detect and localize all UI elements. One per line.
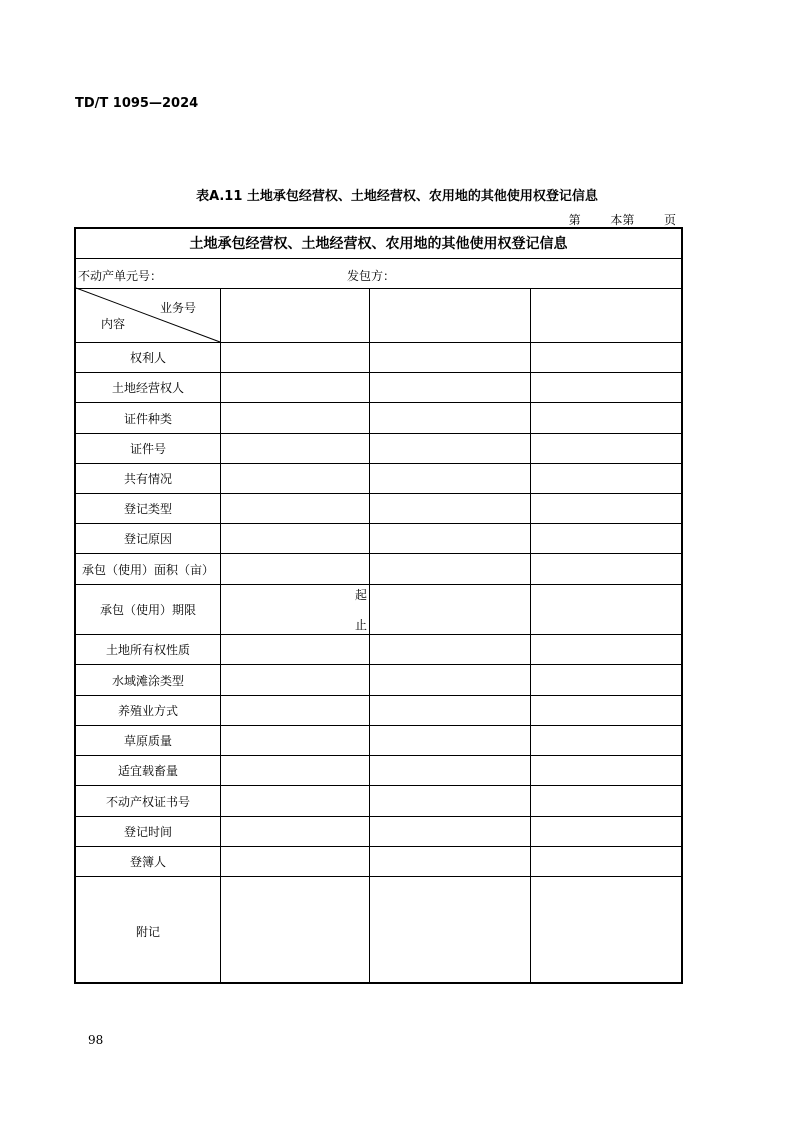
table-rule bbox=[76, 634, 681, 635]
table-rule bbox=[76, 664, 681, 665]
row-label-registration-time: 登记时间 bbox=[123, 825, 172, 839]
standard-code: TD/T 1095—2024 bbox=[75, 96, 199, 111]
page-indicator bbox=[569, 211, 676, 228]
unit-number-label: 不动产单元号： bbox=[78, 269, 163, 283]
diagonal-header-line bbox=[76, 229, 221, 343]
table-rule bbox=[76, 372, 681, 373]
period-start-marker: 起 bbox=[355, 588, 368, 602]
column-rule bbox=[530, 288, 531, 984]
row-label-water-area-type: 水域滩涂类型 bbox=[111, 674, 184, 688]
corner-content: 内容 bbox=[101, 317, 126, 331]
page-number: 98 bbox=[88, 1033, 104, 1047]
table-rule bbox=[76, 785, 681, 786]
row-label-rights-holder: 权利人 bbox=[129, 351, 166, 365]
period-end-marker: 止 bbox=[355, 618, 368, 632]
row-label-land-ownership-nature: 土地所有权性质 bbox=[105, 643, 190, 657]
row-label-carrying-capacity: 适宜载畜量 bbox=[117, 764, 178, 778]
corner-business-number: 业务号 bbox=[160, 301, 197, 315]
row-label-contract-area: 承包（使用）面积（亩） bbox=[81, 563, 214, 577]
table-rule bbox=[76, 523, 681, 524]
column-rule bbox=[220, 288, 221, 984]
table-caption: 表A.11 土地承包经营权、土地经营权、农用地的其他使用权登记信息 bbox=[196, 189, 598, 204]
table-rule bbox=[76, 846, 681, 847]
row-label-registrar: 登簿人 bbox=[129, 855, 166, 869]
row-label-certificate-number: 不动产权证书号 bbox=[105, 795, 190, 809]
column-rule bbox=[369, 288, 370, 984]
row-label-remarks: 附记 bbox=[135, 925, 160, 939]
row-label-co-ownership: 共有情况 bbox=[123, 472, 172, 486]
page-indicator-ye: 页 bbox=[663, 213, 676, 227]
table-rule bbox=[76, 584, 681, 585]
table-rule bbox=[76, 876, 681, 877]
row-label-grassland-quality: 草原质量 bbox=[123, 734, 172, 748]
table-rule bbox=[76, 725, 681, 726]
page-indicator-ben: 本第 bbox=[610, 213, 635, 227]
row-label-id-number: 证件号 bbox=[129, 442, 166, 456]
row-label-id-type: 证件种类 bbox=[123, 412, 172, 426]
table-rule bbox=[76, 553, 681, 554]
table-rule bbox=[76, 695, 681, 696]
table-rule bbox=[76, 433, 681, 434]
row-label-aquaculture-method: 养殖业方式 bbox=[117, 704, 178, 718]
table-rule bbox=[76, 402, 681, 403]
contractor-label: 发包方： bbox=[347, 269, 396, 283]
table-rule bbox=[76, 755, 681, 756]
row-label-registration-reason: 登记原因 bbox=[123, 532, 172, 546]
row-label-contract-period: 承包（使用）期限 bbox=[99, 603, 196, 617]
registration-table bbox=[74, 227, 683, 984]
table-rule bbox=[76, 816, 681, 817]
table-title: 土地承包经营权、土地经营权、农用地的其他使用权登记信息 bbox=[189, 236, 568, 252]
row-label-land-operator: 土地经营权人 bbox=[111, 381, 184, 395]
row-label-registration-type: 登记类型 bbox=[123, 502, 172, 516]
page-indicator-di: 第 bbox=[568, 213, 581, 227]
table-rule bbox=[76, 463, 681, 464]
table-rule bbox=[76, 493, 681, 494]
